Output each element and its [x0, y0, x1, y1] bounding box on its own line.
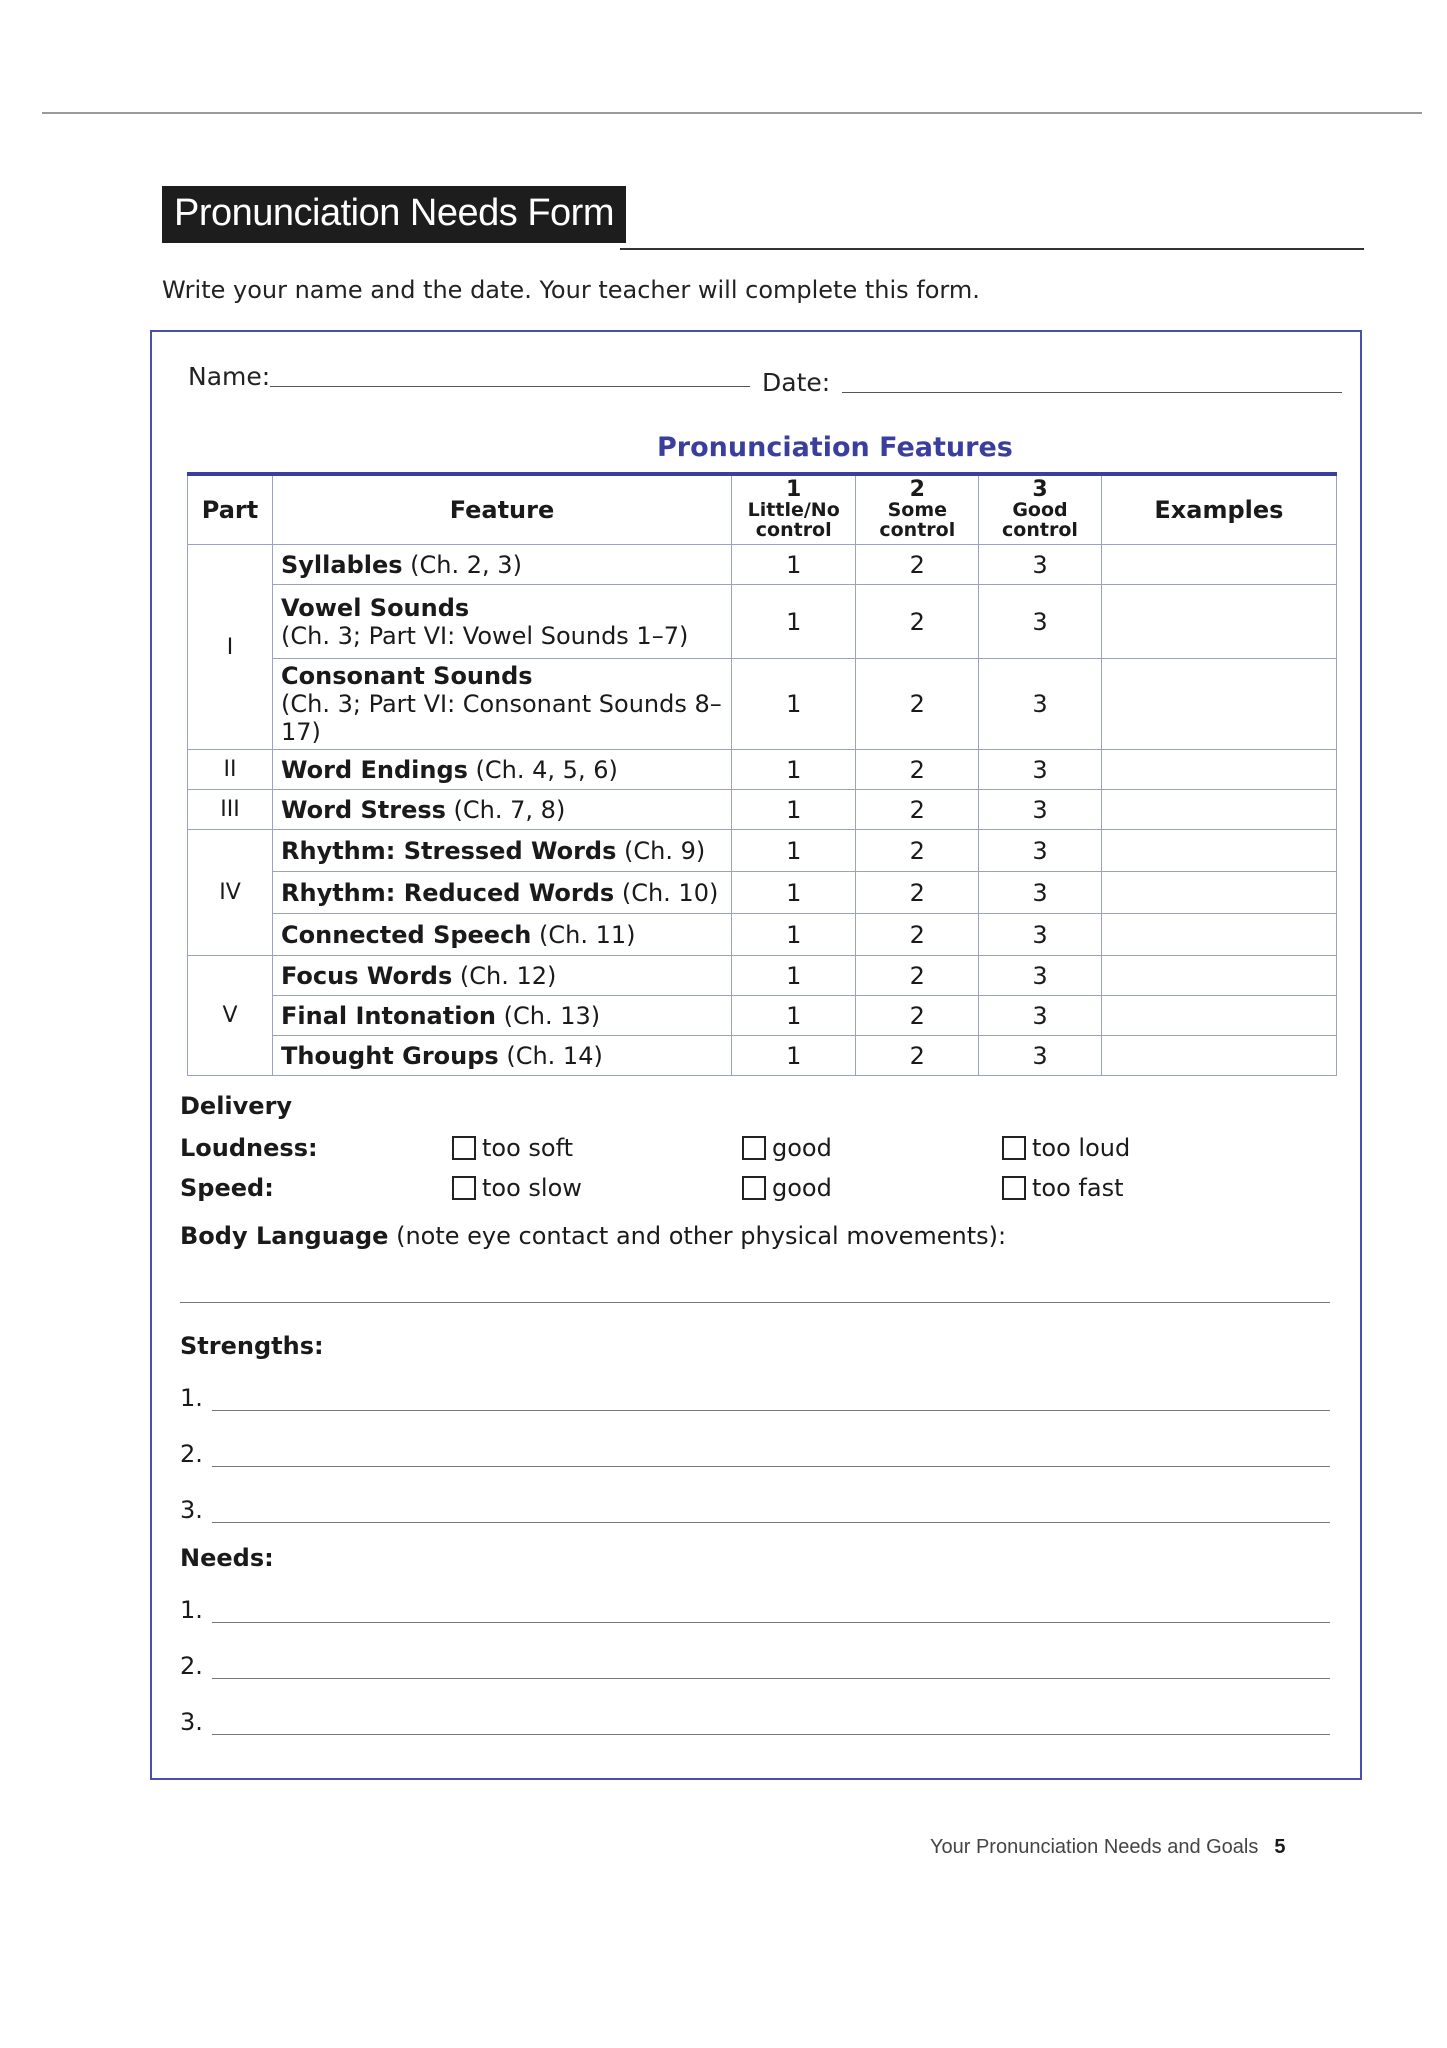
- score-3-cell[interactable]: 3: [979, 750, 1102, 790]
- feature-ref: (Ch. 14): [498, 1041, 603, 1070]
- score-1-cell[interactable]: 1: [731, 996, 856, 1036]
- feature-name: Focus Words: [281, 961, 453, 990]
- score-1-cell[interactable]: 1: [731, 585, 856, 659]
- loudness-too-soft-option[interactable]: [452, 1134, 573, 1162]
- score-3-cell[interactable]: 3: [979, 545, 1102, 585]
- score-1-cell[interactable]: 1: [731, 914, 856, 956]
- feature-cell: [273, 996, 732, 1036]
- examples-cell[interactable]: [1101, 545, 1336, 585]
- score-3-cell[interactable]: 3: [979, 996, 1102, 1036]
- feature-name: Syllables: [281, 550, 403, 579]
- name-label: Name:: [188, 362, 271, 391]
- score-3-cell[interactable]: 3: [979, 914, 1102, 956]
- feature-name: Word Endings: [281, 755, 468, 784]
- table-row: [188, 585, 1337, 659]
- score-2-cell[interactable]: 2: [856, 956, 979, 996]
- page-number: 5: [1274, 1836, 1286, 1858]
- score-2-cell[interactable]: 2: [856, 1036, 979, 1076]
- checkbox-icon[interactable]: [1002, 1176, 1026, 1200]
- header-examples: Examples: [1101, 474, 1336, 545]
- score-1-cell[interactable]: 1: [731, 830, 856, 872]
- table-header-row: [188, 474, 1337, 545]
- date-field[interactable]: [842, 392, 1342, 393]
- header-col3-text-b: control: [1002, 519, 1078, 541]
- score-3-cell[interactable]: 3: [979, 790, 1102, 830]
- feature-name: Rhythm: Reduced Words: [281, 878, 615, 907]
- table-row: [188, 914, 1337, 956]
- feature-name: Vowel Sounds: [281, 593, 470, 622]
- feature-cell: [273, 790, 732, 830]
- score-2-cell[interactable]: 2: [856, 996, 979, 1036]
- body-language-label: [180, 1222, 1006, 1250]
- form-box: [150, 330, 1362, 1780]
- table-row: [188, 830, 1337, 872]
- feature-name: Rhythm: Stressed Words: [281, 836, 617, 865]
- strengths-heading: Strengths:: [180, 1332, 324, 1360]
- examples-cell[interactable]: [1101, 1036, 1336, 1076]
- body-language-bold: Body Language: [180, 1222, 389, 1250]
- strength-number: 1.: [180, 1384, 203, 1412]
- speed-too-fast-option[interactable]: [1002, 1174, 1123, 1202]
- feature-cell: [273, 750, 732, 790]
- score-3-cell[interactable]: 3: [979, 872, 1102, 914]
- option-label: good: [772, 1134, 832, 1162]
- strength-line[interactable]: [212, 1522, 1330, 1523]
- header-col2-text-a: Some: [887, 499, 948, 521]
- header-col3-text-a: Good: [1012, 499, 1068, 521]
- score-1-cell[interactable]: 1: [731, 1036, 856, 1076]
- header-col3-num: 3: [1032, 477, 1048, 502]
- option-label: too loud: [1032, 1134, 1131, 1162]
- header-part: Part: [188, 474, 273, 545]
- score-2-cell[interactable]: 2: [856, 545, 979, 585]
- loudness-too-loud-option[interactable]: [1002, 1134, 1130, 1162]
- header-col2-num: 2: [909, 477, 925, 502]
- score-1-cell[interactable]: 1: [731, 790, 856, 830]
- examples-cell[interactable]: [1101, 996, 1336, 1036]
- part-cell: I: [188, 545, 273, 750]
- examples-cell[interactable]: [1101, 750, 1336, 790]
- feature-ref: (Ch. 11): [531, 920, 636, 949]
- score-3-cell[interactable]: 3: [979, 585, 1102, 659]
- header-col2-text-b: control: [879, 519, 956, 541]
- examples-cell[interactable]: [1101, 914, 1336, 956]
- score-1-cell[interactable]: 1: [731, 659, 856, 750]
- feature-name: Thought Groups: [281, 1041, 499, 1070]
- strength-number: 3.: [180, 1496, 203, 1524]
- table-row: [188, 956, 1337, 996]
- score-1-cell[interactable]: 1: [731, 956, 856, 996]
- option-label: too fast: [1032, 1174, 1124, 1202]
- features-title: Pronunciation Features: [657, 432, 1013, 463]
- table-row: [188, 545, 1337, 585]
- feature-cell: [273, 1036, 732, 1076]
- speed-too-slow-option[interactable]: [452, 1174, 582, 1202]
- need-number: 1.: [180, 1596, 203, 1624]
- table-row: [188, 750, 1337, 790]
- strength-line[interactable]: [212, 1410, 1330, 1411]
- part-cell: V: [188, 956, 273, 1076]
- feature-ref: (Ch. 12): [452, 961, 557, 990]
- strength-line[interactable]: [212, 1466, 1330, 1467]
- feature-name: Final Intonation: [281, 1001, 497, 1030]
- feature-ref: (Ch. 10): [614, 878, 719, 907]
- need-line[interactable]: [212, 1678, 1330, 1679]
- feature-name: Connected Speech: [281, 920, 532, 949]
- feature-name: Consonant Sounds: [281, 662, 533, 690]
- needs-heading: Needs:: [180, 1544, 274, 1572]
- score-2-cell[interactable]: 2: [856, 872, 979, 914]
- delivery-heading: Delivery: [180, 1092, 293, 1120]
- score-1-cell[interactable]: 1: [731, 545, 856, 585]
- score-3-cell[interactable]: 3: [979, 956, 1102, 996]
- score-2-cell[interactable]: 2: [856, 914, 979, 956]
- feature-cell: [273, 830, 732, 872]
- feature-ref: (Ch. 9): [616, 836, 706, 865]
- header-col2: [856, 474, 979, 545]
- feature-cell: [273, 659, 732, 750]
- score-3-cell[interactable]: 3: [979, 659, 1102, 750]
- score-3-cell[interactable]: 3: [979, 830, 1102, 872]
- loudness-label: Loudness:: [180, 1134, 318, 1162]
- feature-ref: (Ch. 4, 5, 6): [467, 755, 618, 784]
- need-number: 3.: [180, 1708, 203, 1736]
- score-1-cell[interactable]: 1: [731, 872, 856, 914]
- examples-cell[interactable]: [1101, 872, 1336, 914]
- date-label: Date:: [762, 368, 831, 397]
- speed-label: Speed:: [180, 1174, 274, 1202]
- examples-cell[interactable]: [1101, 585, 1336, 659]
- feature-cell: [273, 872, 732, 914]
- body-language-line[interactable]: [180, 1302, 1330, 1303]
- header-feature: Feature: [273, 474, 732, 545]
- feature-cell: [273, 914, 732, 956]
- checkbox-icon[interactable]: [742, 1176, 766, 1200]
- header-col1: [731, 474, 856, 545]
- score-1-cell[interactable]: 1: [731, 750, 856, 790]
- need-line[interactable]: [212, 1734, 1330, 1735]
- header-col1-num: 1: [786, 477, 802, 502]
- examples-cell[interactable]: [1101, 659, 1336, 750]
- header-col1-text-a: Little/No: [747, 499, 840, 521]
- feature-ref: (Ch. 3; Part VI: Consonant Sounds 8–17): [281, 690, 722, 746]
- feature-cell: [273, 585, 732, 659]
- feature-ref: (Ch. 3; Part VI: Vowel Sounds 1–7): [281, 621, 689, 650]
- feature-cell: [273, 956, 732, 996]
- header-col1-text-b: control: [755, 519, 832, 541]
- option-label: too soft: [482, 1134, 574, 1162]
- table-row: [188, 872, 1337, 914]
- table-row: [188, 1036, 1337, 1076]
- feature-ref: (Ch. 2, 3): [402, 550, 522, 579]
- examples-cell[interactable]: [1101, 790, 1336, 830]
- score-2-cell[interactable]: 2: [856, 659, 979, 750]
- loudness-good-option[interactable]: [742, 1134, 832, 1162]
- checkbox-icon[interactable]: [452, 1136, 476, 1160]
- page-footer: [930, 1836, 1286, 1859]
- strength-number: 2.: [180, 1440, 203, 1468]
- part-cell: II: [188, 750, 273, 790]
- part-cell: IV: [188, 830, 273, 956]
- speed-good-option[interactable]: [742, 1174, 832, 1202]
- body-language-rest: (note eye contact and other physical movements):: [388, 1222, 1007, 1250]
- features-table: [187, 472, 1337, 1076]
- option-label: good: [772, 1174, 832, 1202]
- checkbox-icon[interactable]: [742, 1136, 766, 1160]
- checkbox-icon[interactable]: [452, 1176, 476, 1200]
- top-rule: [42, 112, 1422, 114]
- score-2-cell[interactable]: 2: [856, 585, 979, 659]
- table-row: [188, 659, 1337, 750]
- table-row: [188, 790, 1337, 830]
- score-2-cell[interactable]: 2: [856, 830, 979, 872]
- feature-ref: (Ch. 7, 8): [445, 795, 566, 824]
- examples-cell[interactable]: [1101, 956, 1336, 996]
- part-cell: III: [188, 790, 273, 830]
- instructions: Write your name and the date. Your teacher will complete this form.: [162, 276, 980, 304]
- score-3-cell[interactable]: 3: [979, 1036, 1102, 1076]
- footer-text: Your Pronunciation Needs and Goals: [930, 1836, 1259, 1858]
- header-col3: [979, 474, 1102, 545]
- score-2-cell[interactable]: 2: [856, 750, 979, 790]
- feature-cell: [273, 545, 732, 585]
- option-label: too slow: [482, 1174, 582, 1202]
- examples-cell[interactable]: [1101, 830, 1336, 872]
- checkbox-icon[interactable]: [1002, 1136, 1026, 1160]
- need-number: 2.: [180, 1652, 203, 1680]
- feature-ref: (Ch. 13): [496, 1001, 601, 1030]
- page-title: Pronunciation Needs Form: [162, 186, 626, 243]
- need-line[interactable]: [212, 1622, 1330, 1623]
- table-row: [188, 996, 1337, 1036]
- title-rule: [620, 248, 1364, 250]
- name-field[interactable]: [270, 386, 750, 387]
- score-2-cell[interactable]: 2: [856, 790, 979, 830]
- feature-name: Word Stress: [281, 795, 446, 824]
